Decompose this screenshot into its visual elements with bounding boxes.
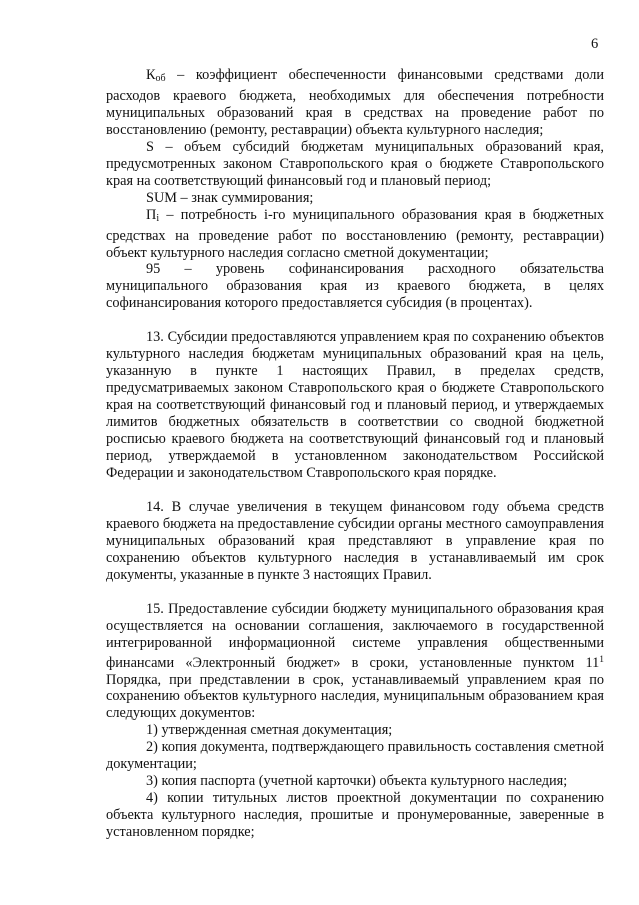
- symbol-k: К: [146, 67, 156, 83]
- definition-95: 95 – уровень софинансирования расходного обязательства муниципального образования края из краевого бюджета, в целях софинансирования которого предоставляется субсидия (в процентах).: [106, 261, 604, 312]
- document-list-item-4: 4) копии титульных листов проектной документации по сохранению объекта культурного наследия, прошитые и пронумерованные, заверенные в установленном порядке;: [106, 790, 604, 841]
- symbol-p-subscript: i: [156, 212, 160, 224]
- document-list-item-1: 1) утвержденная сметная документация;: [146, 722, 393, 739]
- symbol-p: П: [146, 206, 157, 223]
- document-list-item-2: 2) копия документа, подтверждающего правильность составления сметной документации;: [106, 739, 604, 773]
- document-body: [106, 67, 604, 841]
- definition-k-ob: [106, 67, 604, 139]
- clause-15-text-after: Порядка, при представлении в срок, устанавливаемый управлением края по сохранению объектов культурного наследия, муниципальным образованием края следующих документов:: [106, 671, 604, 722]
- document-list-item-3: 3) копия паспорта (учетной карточки) объекта культурного наследия;: [146, 773, 568, 790]
- definition-p-i: [106, 207, 604, 262]
- footnote-superscript: 1: [599, 654, 604, 665]
- clause-14: 14. В случае увеличения в текущем финансовом году объема средств краевого бюджета на предоставление субсидии органы местного самоуправления муниципальных образований края представляют в управление края по сохранению объектов культурного наследия в устанавливаемый им срок документы, указанные в пункте 3 настоящих Правил.: [106, 498, 604, 583]
- clause-15: [106, 601, 604, 723]
- definition-text: – коэффициент обеспеченности финансовыми средствами доли расходов краевого бюджета, необходимых для обеспечения потребности муниципальных образований края в средствах на проведение работ по восстановлению (ремонту, реставрации) объекта культурного наследия;: [106, 67, 604, 138]
- definition-sum: SUM – знак суммирования;: [146, 189, 314, 206]
- page-number: 6: [591, 36, 599, 52]
- clause-13: 13. Субсидии предоставляются управлением края по сохранению объектов культурного наследия бюджетам муниципальных образований края на цель, указанную в пункте 1 настоящих Правил, в пределах средств, предусматриваемых законом Ставропольского края о бюджете Ставропольского края на соответствующий финансовый год и плановый период, и утверждаемых лимитов бюджетных обязательств в соответствии со сводной бюджетной росписью краевого бюджета на соответствующий финансовый год и плановый период, утверждаемой в установленном законодательством Российской Федерации и законодательством Ставропольского края порядке.: [106, 329, 604, 481]
- symbol-k-subscript: об: [155, 73, 166, 84]
- clause-15-text-before: 15. Предоставление субсидии бюджету муниципального образования края осуществляется на основании соглашения, заключаемого в государственной интегрированной информационной системе управления общественными финансами «Электронный бюджет» в сроки, установленные пунктом 11: [106, 600, 604, 671]
- definition-s: S – объем субсидий бюджетам муниципальных образований края, предусмотренных законом Ставропольского края о бюджете Ставропольского края на соответствующий финансовый год и плановый период;: [106, 138, 604, 189]
- definition-text: – потребность i-го муниципального образования края в бюджетных средствах на проведение работ по восстановлению (ремонту, реставрации) объект культурного наследия согласно сметной документации;: [106, 206, 604, 261]
